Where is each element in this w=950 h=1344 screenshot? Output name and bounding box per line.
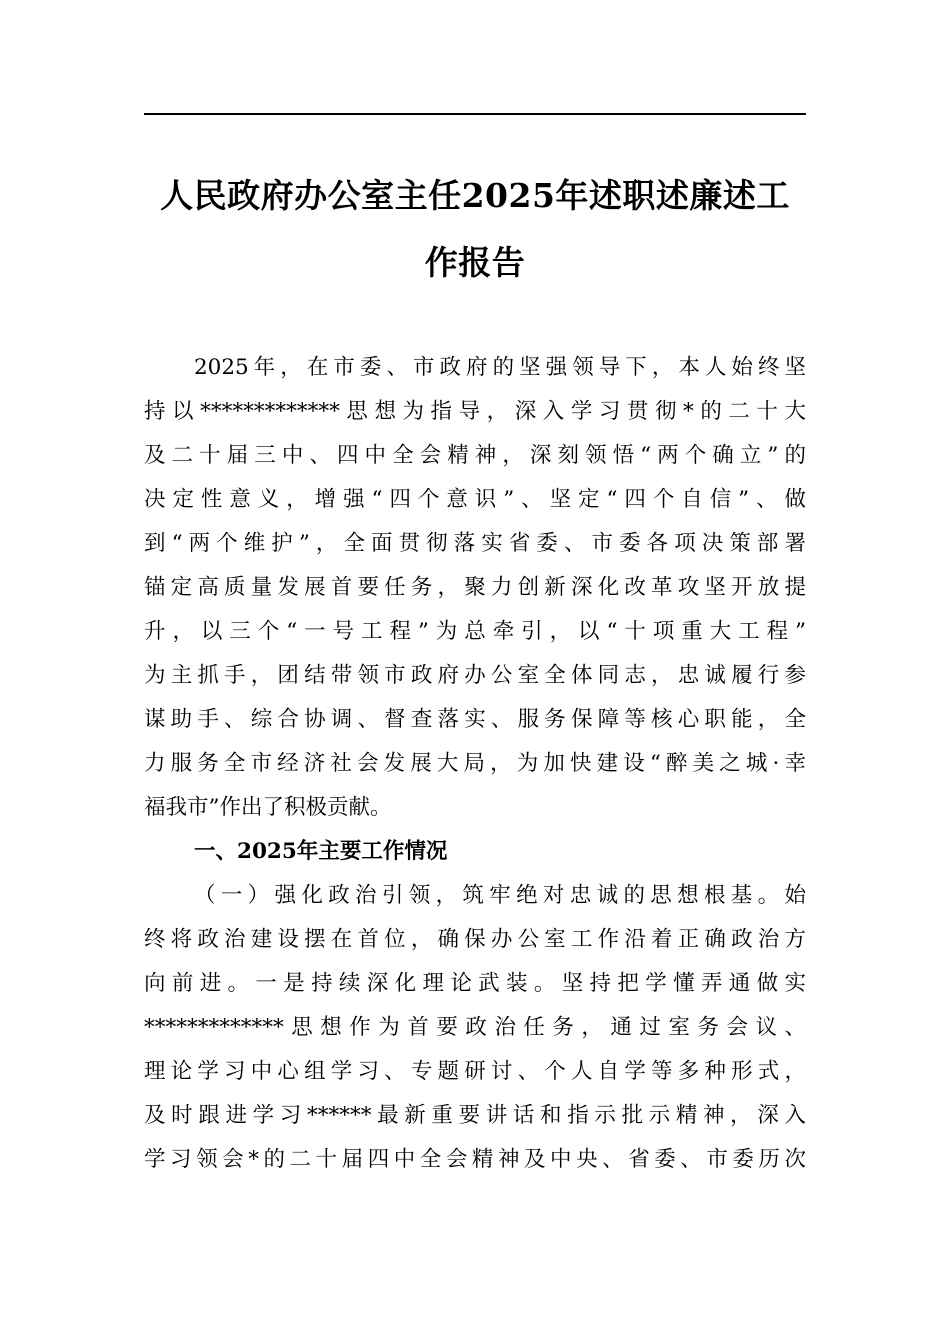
header-rule <box>144 113 806 115</box>
text-line: （一）强化政治引领，筑牢绝对忠诚的思想根基。始 <box>194 883 806 908</box>
text-line: 2025年，在市委、市政府的坚强领导下，本人始终坚 <box>194 355 806 380</box>
text-line: 及时跟进学习******最新重要讲话和指示批示精神，深入 <box>144 1103 806 1128</box>
text-line: 到“两个维护”，全面贯彻落实省委、市委各项决策部署 <box>144 531 806 556</box>
text-line: 及二十届三中、四中全会精神，深刻领悟“两个确立”的 <box>144 443 806 468</box>
text-line: 谋助手、综合协调、督查落实、服务保障等核心职能，全 <box>144 707 806 732</box>
document-body <box>144 346 806 1182</box>
text-line: 持以*************思想为指导，深入学习贯彻*的二十大 <box>144 399 806 424</box>
title-line: 作报告 <box>424 243 526 282</box>
text-line: 锚定高质量发展首要任务，聚力创新深化改革攻坚开放提 <box>144 575 806 600</box>
text-line: 为主抓手，团结带领市政府办公室全体同志，忠诚履行参 <box>144 663 806 688</box>
text-line: 向前进。一是持续深化理论武装。坚持把学懂弄通做实 <box>144 971 806 996</box>
paragraph-section1 <box>144 874 806 1182</box>
title-line: 人民政府办公室主任2025年述职述廉述工 <box>160 176 790 215</box>
text-line: 学习领会*的二十届四中全会精神及中央、省委、市委历次 <box>144 1147 806 1172</box>
paragraph-intro <box>144 346 806 830</box>
text-line: 升，以三个“一号工程”为总牵引，以“十项重大工程” <box>144 619 806 644</box>
document-title <box>144 162 806 296</box>
text-line: 理论学习中心组学习、专题研讨、个人自学等多种形式， <box>144 1059 806 1084</box>
text-line: *************思想作为首要政治任务，通过室务会议、 <box>144 1015 806 1040</box>
text-line: 力服务全市经济社会发展大局，为加快建设“醉美之城·幸 <box>144 751 806 776</box>
text-line: 福我市”作出了积极贡献。 <box>144 795 392 820</box>
section-heading: 一、2025年主要工作情况 <box>194 839 448 864</box>
text-line: 终将政治建设摆在首位，确保办公室工作沿着正确政治方 <box>144 927 806 952</box>
text-line: 决定性意义，增强“四个意识”、坚定“四个自信”、做 <box>144 487 806 512</box>
